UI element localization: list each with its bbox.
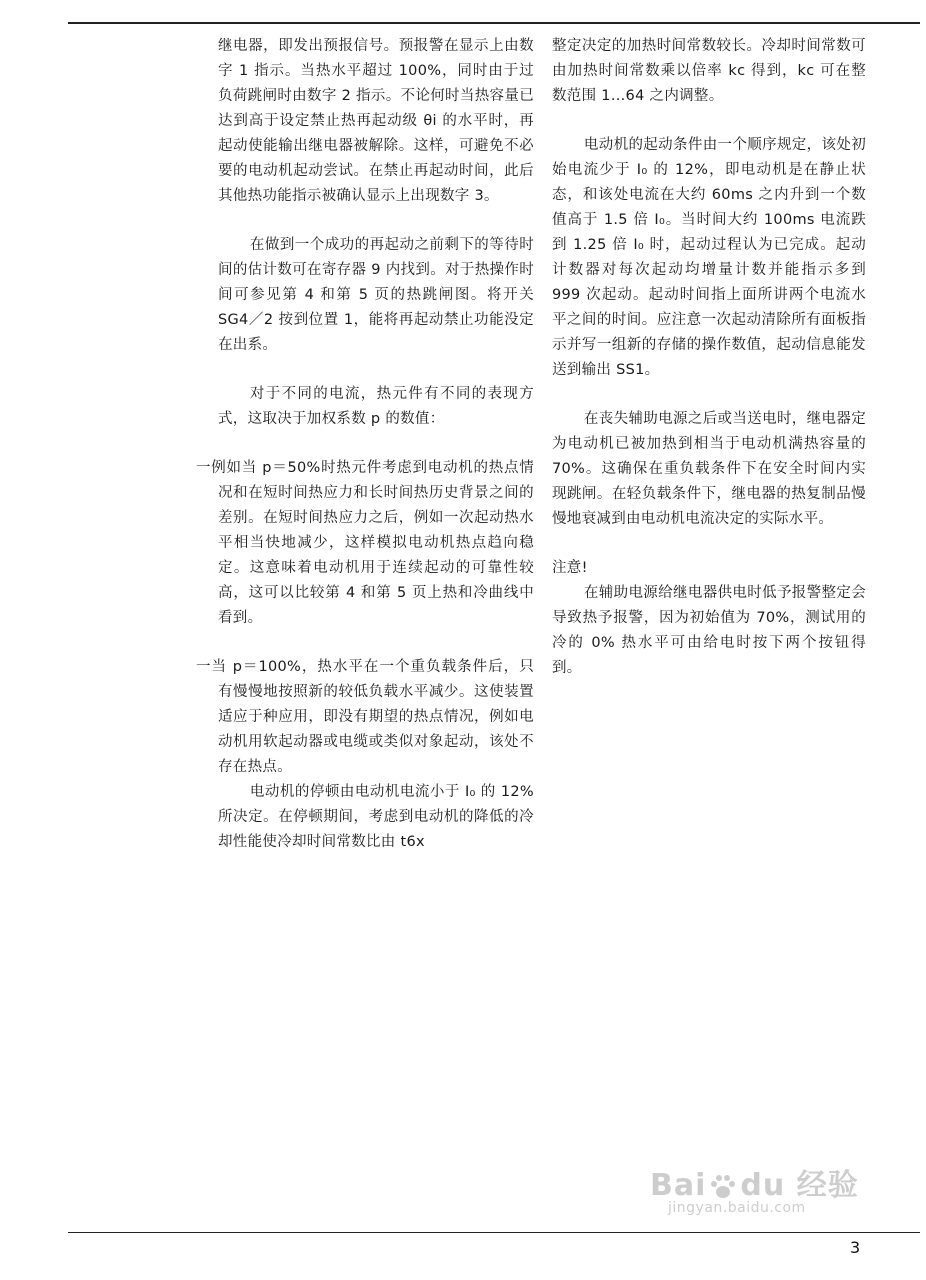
paragraph: 整定决定的加热时间常数较长。冷却时间常数可由加热时间常数乘以倍率 kc 得到，kc 可在整数范围 1...64 之内调整。 [552, 38, 866, 104]
paragraph: 电动机的起动条件由一个顺序规定，该处初始电流少于 I₀ 的 12%，即电动机是在静止状态，和该处电流在大约 60ms 之内升到一个数值高于 1.5 倍 I₀。当时间大约 100ms 电流跌到 1.25 倍 I₀ 时，起动过程认为已完成。起动计数器对每次起动均增量计数并能指示多到 999 次起动。起动时间指上面所讲两个电流水平之间的时间。应注意一次起动清除所有面板指示并写一组新的存储的操作数值，起动信息能发送到输出 SS1。 [552, 137, 866, 378]
paragraph: 电动机的停顿由电动机电流小于 I₀ 的 12% 所决定。在停顿期间，考虑到电动机的降低的冷却性能使冷却时间常数比由 t6x [218, 784, 534, 850]
paragraph: 对于不同的电流，热元件有不同的表现方式，这取决于加权系数 p 的数值： [218, 386, 534, 427]
page-number: 3 [850, 1238, 861, 1257]
note-label: 注意! [552, 560, 588, 576]
bottom-rule [68, 1232, 920, 1233]
watermark-brand-cn: 经验 [796, 1168, 859, 1203]
top-rule [68, 22, 920, 24]
paragraph: 在丧失辅助电源之后或当送电时，继电器定为电动机已被加热到相当于电动机满热容量的 70%。这确保在重负载条件下在安全时间内实现跳闸。在轻负载条件下，继电器的热复制品慢慢地衰减到由电动机电流决定的实际水平。 [552, 411, 866, 527]
paw-icon [708, 1172, 738, 1202]
right-column [552, 34, 866, 681]
watermark-brand-left: Bai [650, 1168, 707, 1203]
paragraph: 在做到一个成功的再起动之前剩下的等待时间的估计数可在寄存器 9 内找到。对于热操作时间可参见第 4 和第 5 页的热跳闸图。将开关 SG4／2 按到位置 1，能将再起动禁止功能没定在出系。 [218, 237, 534, 353]
paragraph: 继电器，即发出预报信号。预报警在显示上由数字 1 指示。当热水平超过 100%，同时由于过负荷跳闸时由数字 2 指示。不论何时当热容量已达到高于设定禁止热再起动级 θi 的水平时，再起动使能输出继电器被解除。这样，可避免不必要的电动机起动尝试。在禁止再起动时间，此后其他热功能指示被确认显示上出现数字 3。 [218, 38, 534, 204]
watermark-url: jingyan.baidu.com [668, 1200, 806, 1216]
baidu-watermark [650, 1160, 859, 1216]
list-item: 一当 p＝100%，热水平在一个重负载条件后，只有慢慢地按照新的较低负载水平减少。这使装置适应于种应用，即没有期望的热点情况，例如电动机用软起动器或电缆或类似对象起动，该处不存在热点。 [196, 659, 534, 775]
paragraph: 在辅助电源给继电器供电时低予报警整定会导致热予报警，因为初始值为 70%，测试用的冷的 0% 热水平可由给电时按下两个按钮得到。 [552, 585, 866, 676]
watermark-logo [650, 1160, 859, 1204]
list-item: 一例如当 p＝50%时热元件考虑到电动机的热点情况和在短时间热应力和长时间热历史背景之间的差别。在短时间热应力之后，例如一次起动热水平相当快地减少，这样模拟电动机热点趋向稳定。这意味着电动机用于连续起动的可靠性较高，这可以比较第 4 和第 5 页上热和冷曲线中看到。 [196, 460, 534, 626]
watermark-brand-right: du [740, 1168, 786, 1203]
left-column [196, 34, 534, 855]
